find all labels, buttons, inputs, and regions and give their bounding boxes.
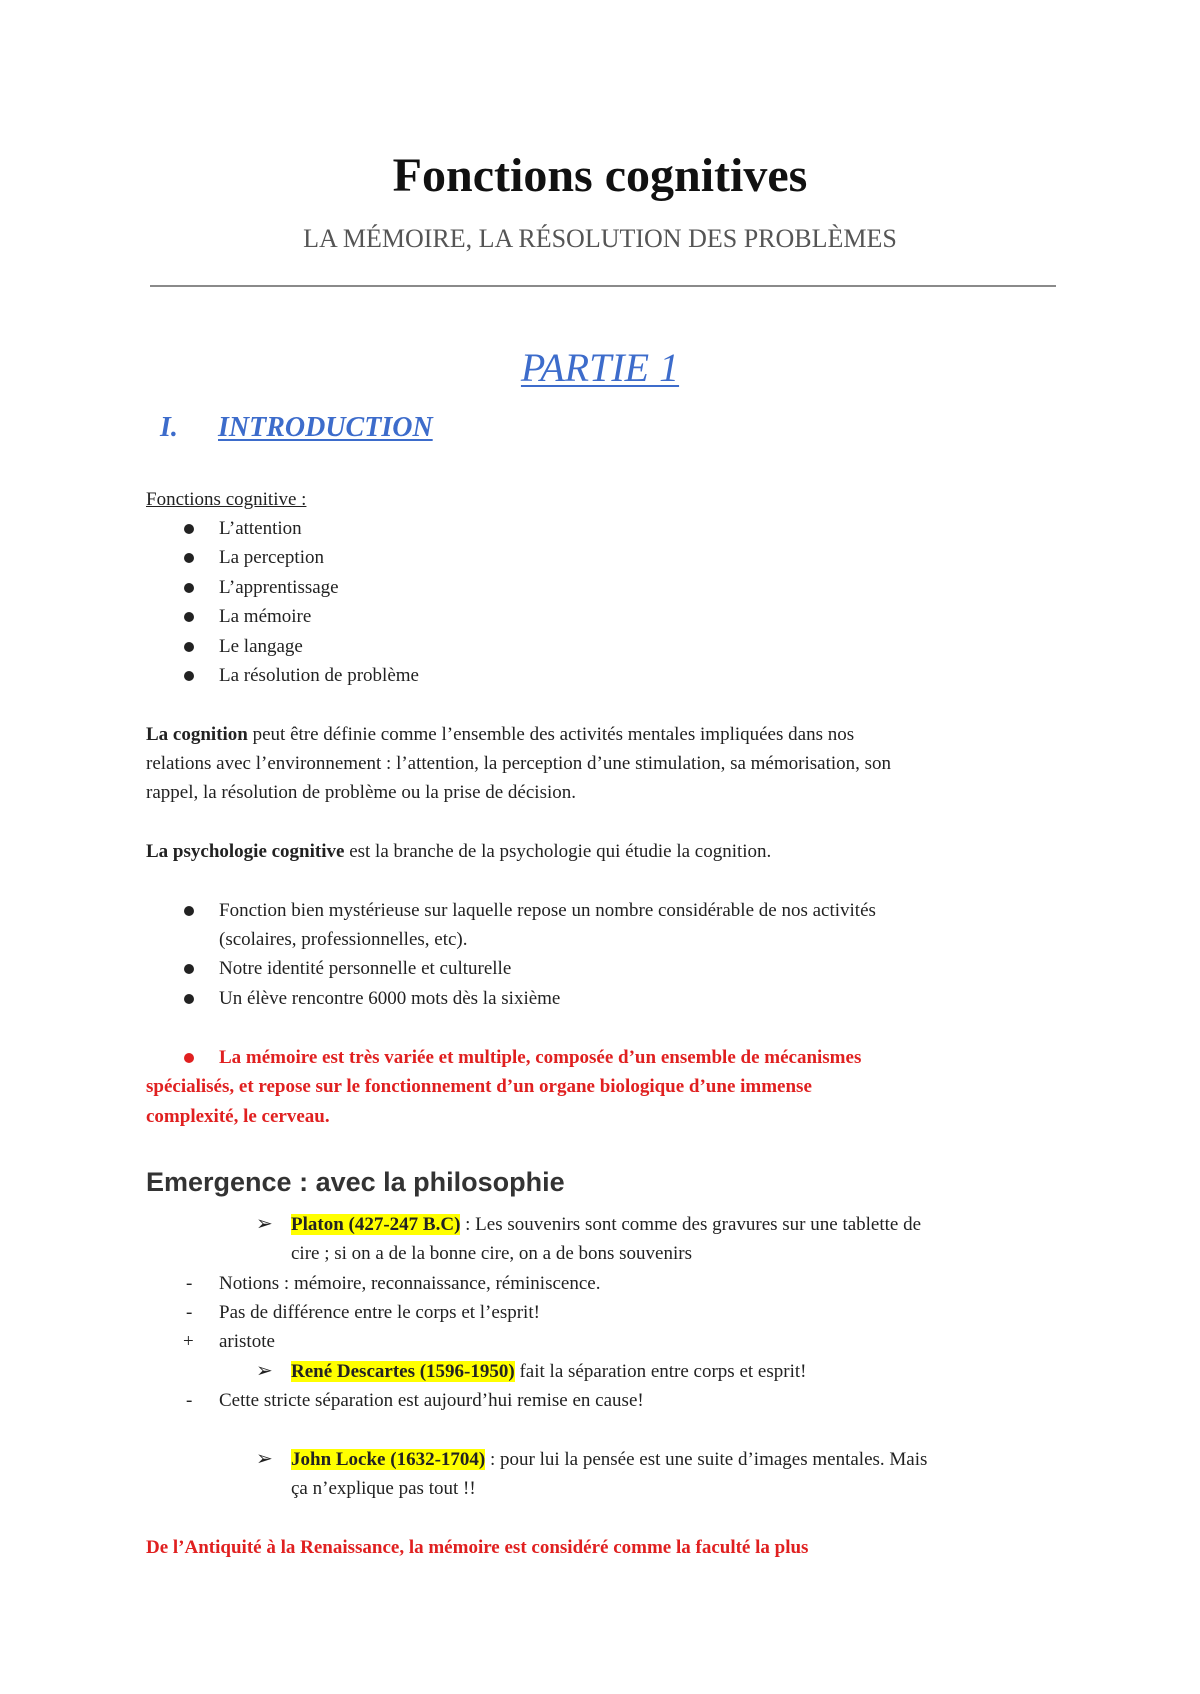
function-item: La mémoire bbox=[219, 606, 312, 627]
memory-point: Notre identité personnelle et culturelle bbox=[219, 958, 512, 979]
red-statement-line: spécialisés, et repose sur le fonctionnement d’un organe biologique d’une immense bbox=[146, 1076, 812, 1097]
bullet-icon bbox=[184, 906, 194, 916]
psychologie-text: est la branche de la psychologie qui étudie la cognition. bbox=[344, 841, 772, 862]
red-statement-line: La mémoire est très variée et multiple, composée d’un ensemble de mécanismes bbox=[219, 1047, 862, 1068]
red-statement-line: complexité, le cerveau. bbox=[146, 1106, 330, 1127]
descartes-entry bbox=[291, 1357, 806, 1386]
arrow-bullet-icon: ➢ bbox=[256, 1448, 273, 1470]
memory-point: Fonction bien mystérieuse sur laquelle repose un nombre considérable de nos activités bbox=[219, 900, 876, 921]
emergence-heading: Emergence : avec la philosophie bbox=[146, 1167, 565, 1197]
final-red-statement: De l’Antiquité à la Renaissance, la mémoire est considéré comme la faculté la plus bbox=[146, 1537, 809, 1558]
functions-heading: Fonctions cognitive : bbox=[146, 489, 307, 510]
function-item: L’apprentissage bbox=[219, 577, 339, 598]
platon-entry bbox=[291, 1210, 921, 1239]
dash-bullet: - bbox=[186, 1390, 193, 1411]
platon-entry-continued: cire ; si on a de la bonne cire, on a de bons souvenirs bbox=[291, 1243, 692, 1264]
notions-line: Notions : mémoire, reconnaissance, réminiscence. bbox=[219, 1273, 601, 1294]
memory-point: Un élève rencontre 6000 mots dès la sixième bbox=[219, 988, 561, 1009]
function-item: Le langage bbox=[219, 636, 303, 657]
psychologie-term: La psychologie cognitive bbox=[146, 841, 345, 862]
aristote-line: aristote bbox=[219, 1331, 275, 1352]
bullet-icon bbox=[184, 994, 194, 1004]
cognition-paragraph-line: rappel, la résolution de problème ou la prise de décision. bbox=[146, 782, 577, 803]
bullet-icon bbox=[184, 583, 194, 593]
cognition-paragraph-line: relations avec l’environnement : l’attention, la perception d’une stimulation, sa mémorisation, son bbox=[146, 753, 892, 774]
plus-bullet: + bbox=[183, 1331, 194, 1352]
dash-bullet: - bbox=[186, 1273, 193, 1294]
bullet-icon bbox=[184, 642, 194, 652]
locke-text: : pour lui la pensée est une suite d’images mentales. Mais bbox=[485, 1449, 928, 1470]
section-number: I. bbox=[160, 412, 178, 443]
function-item: La résolution de problème bbox=[219, 665, 419, 686]
cognition-text: peut être définie comme l’ensemble des activités mentales impliquées dans nos bbox=[247, 724, 855, 745]
function-item: La perception bbox=[219, 547, 324, 568]
partie-heading bbox=[0, 342, 1200, 394]
platon-text: : Les souvenirs sont comme des gravures sur une tablette de bbox=[460, 1214, 922, 1235]
platon-name: Platon (427-247 B.C) bbox=[291, 1214, 461, 1235]
descartes-text: fait la séparation entre corps et esprit! bbox=[514, 1361, 807, 1382]
descartes-name: René Descartes (1596-1950) bbox=[291, 1361, 515, 1382]
bullet-icon bbox=[184, 671, 194, 681]
bullet-icon bbox=[184, 1053, 194, 1063]
document-subtitle: LA MÉMOIRE, LA RÉSOLUTION DES PROBLÈMES bbox=[303, 224, 897, 253]
cognition-term: La cognition bbox=[146, 724, 248, 745]
cognition-paragraph-line bbox=[146, 720, 854, 749]
dash-bullet: - bbox=[186, 1302, 193, 1323]
bullet-icon bbox=[184, 524, 194, 534]
section-heading bbox=[160, 408, 433, 448]
memory-point-continued: (scolaires, professionnelles, etc). bbox=[219, 929, 468, 950]
arrow-bullet-icon: ➢ bbox=[256, 1213, 273, 1235]
bullet-icon bbox=[184, 553, 194, 563]
no-difference-line: Pas de différence entre le corps et l’esprit! bbox=[219, 1302, 540, 1323]
function-item: L’attention bbox=[219, 518, 302, 539]
document-title: Fonctions cognitives bbox=[392, 149, 808, 202]
psychologie-paragraph bbox=[146, 837, 771, 866]
locke-entry bbox=[291, 1445, 927, 1474]
bullet-icon bbox=[184, 612, 194, 622]
separation-line: Cette stricte séparation est aujourd’hui remise en cause! bbox=[219, 1390, 644, 1411]
arrow-bullet-icon: ➢ bbox=[256, 1360, 273, 1382]
bullet-icon bbox=[184, 964, 194, 974]
locke-name: John Locke (1632-1704) bbox=[291, 1449, 486, 1470]
section-title: INTRODUCTION bbox=[218, 412, 433, 443]
partie-heading-text: PARTIE 1 bbox=[520, 345, 680, 390]
title-divider bbox=[150, 285, 1056, 287]
locke-entry-continued: ça n’explique pas tout !! bbox=[291, 1478, 476, 1499]
